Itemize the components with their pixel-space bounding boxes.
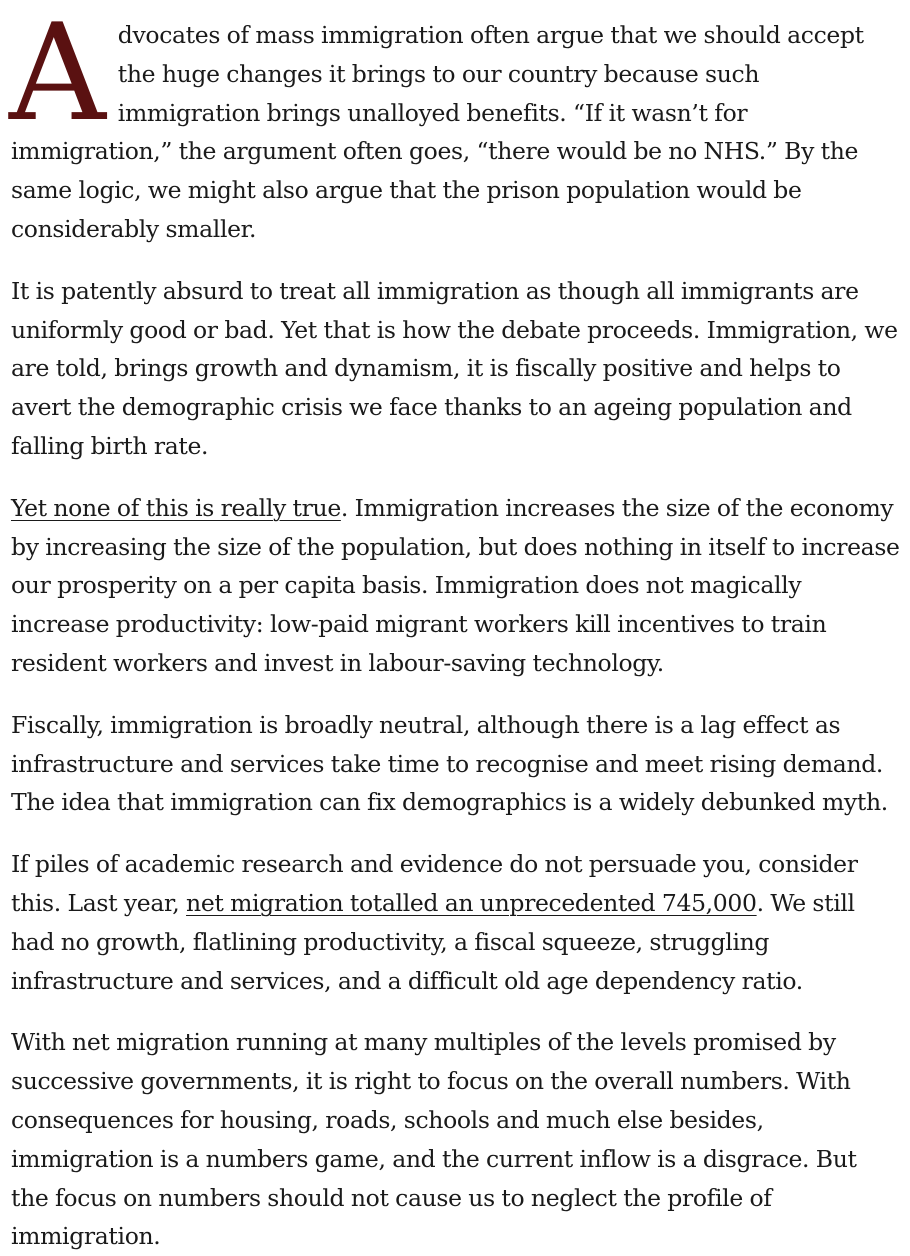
paragraph-3 — [11, 489, 900, 683]
paragraph-6 — [11, 1023, 900, 1256]
paragraph-3-text: . Immigration increases the size of the economy by increasing the size of the population, but does nothing in itself to increase our prosperity on a per capita basis. Immigration does not magically increase productivity: low-paid migrant workers kill incentives to train resident workers and invest in labour-saving technology. — [11, 493, 900, 677]
paragraph-1-text: dvocates of mass immigration often argue that we should accept the huge changes it brings to our country because such immigration brings unalloyed benefits. “If it wasn’t for immigration,” the argument often goes, “there would be no NHS.” By the same logic, we might also argue that the prison population would be considerably smaller. — [11, 21, 864, 243]
paragraph-2 — [11, 272, 900, 466]
link-net-migration[interactable]: net migration totalled an unprecedented 745,000 — [186, 888, 757, 917]
paragraph-2-text: It is patently absurd to treat all immigration as though all immigrants are uniformly good or bad. Yet that is how the debate proceeds. Immigration, we are told, brings growth and dynamism, it is fiscally positive and helps to avert the demographic crisis we face thanks to an ageing population and falling birth rate. — [11, 276, 898, 460]
paragraph-6-text: With net migration running at many multiples of the levels promised by successive governments, it is right to focus on the overall numbers. With consequences for housing, roads, schools and much else besides, immigration is a numbers game, and the current inflow is a disgrace. But the focus on numbers should not cause us to neglect the profile of immigration. — [11, 1028, 857, 1251]
paragraph-5-text-before: If piles of academic research and evidence do not persuade you, consider this. Last year, — [11, 850, 858, 917]
paragraph-5-text-after: . We still had no growth, flatlining productivity, a fiscal squeeze, struggling infrastructure and services, and a difficult old age dependency ratio. — [11, 888, 855, 995]
paragraph-1 — [9, 0, 900, 249]
drop-cap: A — [9, 0, 106, 151]
paragraph-4 — [11, 706, 900, 822]
paragraph-5 — [11, 845, 900, 1000]
link-none-really-true[interactable]: Yet none of this is really true — [11, 493, 341, 522]
paragraph-4-text: Fiscally, immigration is broadly neutral, although there is a lag effect as infrastructure and services take time to recognise and meet rising demand. The idea that immigration can fix demographics is a widely debunked myth. — [11, 710, 888, 817]
